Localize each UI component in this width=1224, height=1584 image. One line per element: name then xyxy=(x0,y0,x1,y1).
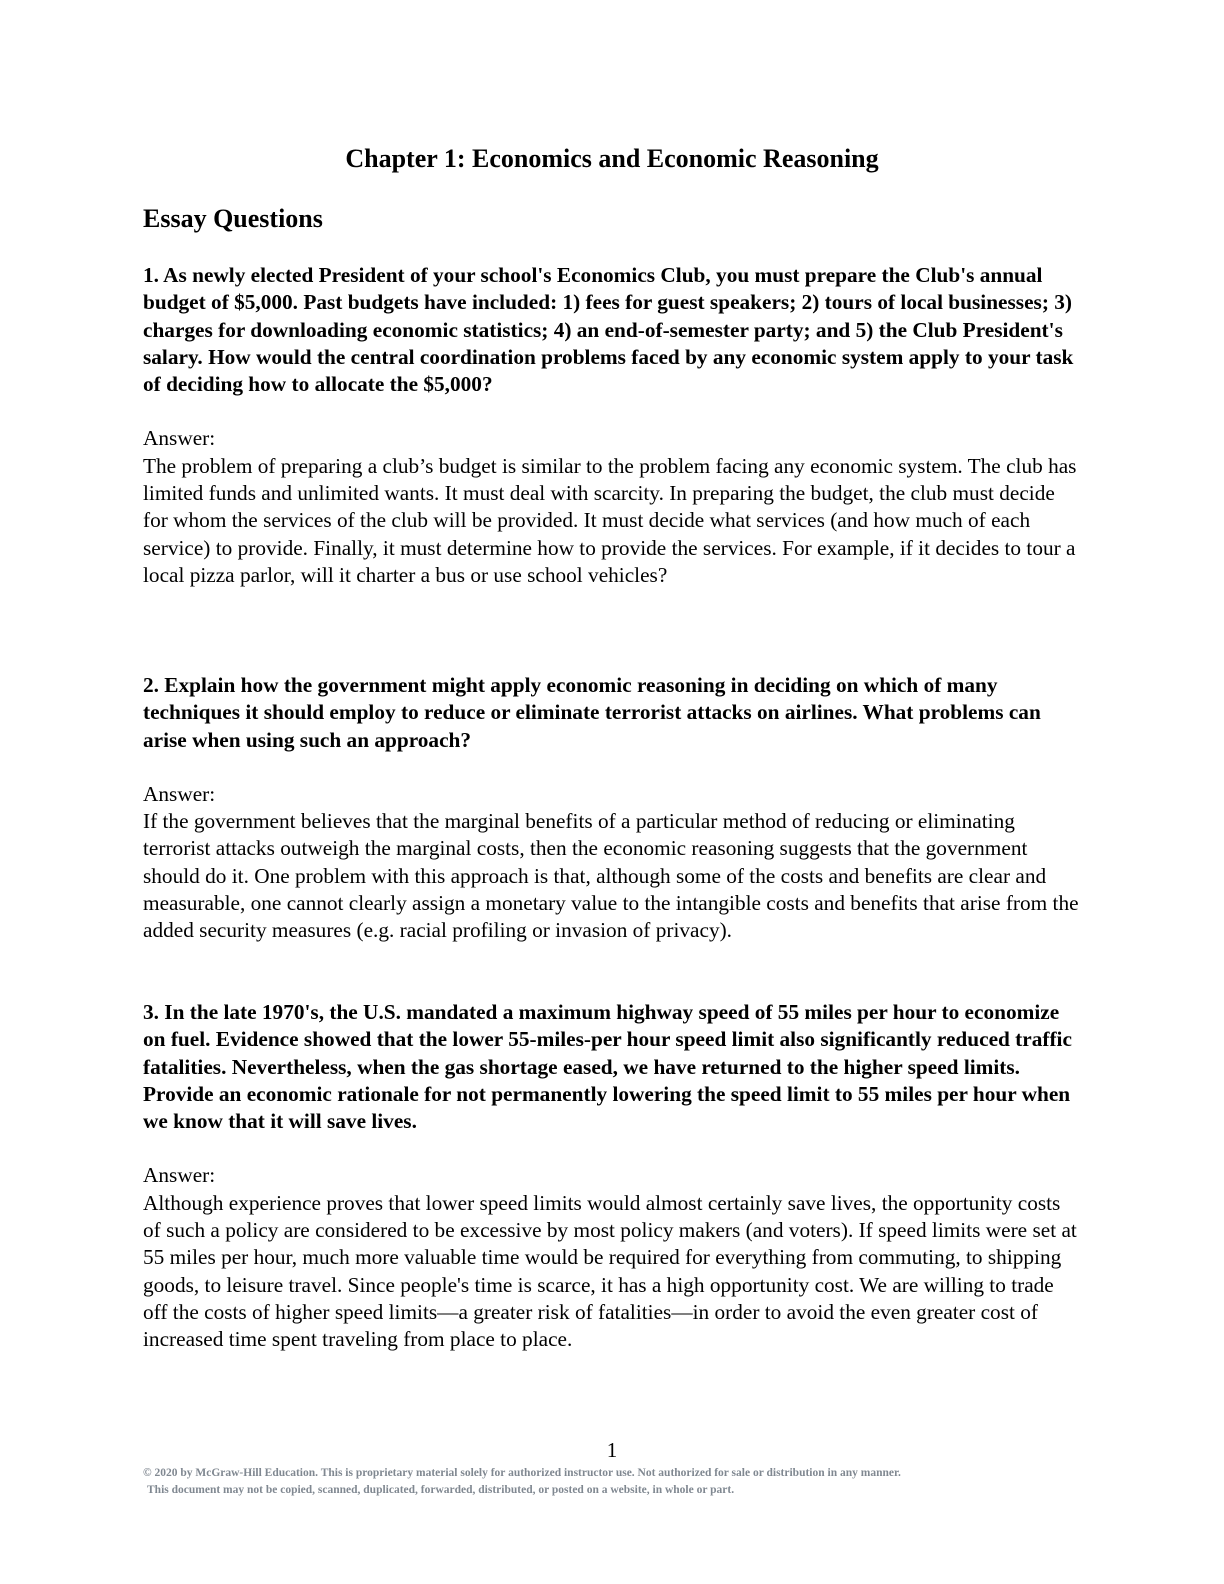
essay-question-3 xyxy=(143,999,1083,1354)
essay-question-2 xyxy=(143,672,1083,945)
copyright-footer xyxy=(143,1465,1103,1499)
section-heading: Essay Questions xyxy=(143,204,323,233)
question-text: 3. In the late 1970's, the U.S. mandated a maximum highway speed of 55 miles per hour to economize on fuel. Evidence showed that the lower 55-miles-per hour speed limit also significantly reduced traffic fatalities. Nevertheless, when the gas shortage eased, we have returned to the higher speed limits. Provide an economic rationale for not permanently lowering the speed limit to 55 miles per hour when we know that it will save lives. xyxy=(143,1000,1072,1134)
footer-line-2: This document may not be copied, scanned, duplicated, forwarded, distributed, or posted on a website, in whole or part. xyxy=(147,1484,735,1496)
question-text: 1. As newly elected President of your school's Economics Club, you must prepare the Club's annual budget of $5,000. Past budgets have included: 1) fees for guest speakers; 2) tours of local businesses; 3) charges for downloading economic statistics; 4) an end-of-semester party; and 5) the Club President's salary. How would the central coordination problems faced by any economic system apply to your task of deciding how to allocate the $5,000? xyxy=(143,263,1074,397)
footer-line-1: © 2020 by McGraw-Hill Education. This is proprietary material solely for authorized instructor use. Not authorized for sale or distribution in any manner. xyxy=(143,1467,901,1479)
question-text: 2. Explain how the government might apply economic reasoning in deciding on which of many techniques it should employ to reduce or eliminate terrorist attacks on airlines. What problems can arise when using such an approach? xyxy=(143,673,1041,752)
page-number: 1 xyxy=(606,1438,618,1462)
answer-label: Answer: xyxy=(143,1163,216,1188)
answer-text: Although experience proves that lower speed limits would almost certainly save lives, the opportunity costs of such a policy are considered to be excessive by most policy makers (and voters). If speed limits were set at 55 miles per hour, much more valuable time would be required for everything from commuting, to shipping goods, to leisure travel. Since people's time is scarce, it has a high opportunity cost. We are willing to trade off the costs of higher speed limits—a greater risk of fatalities—in order to avoid the even greater cost of increased time spent traveling from place to place. xyxy=(143,1190,1077,1352)
answer-text: If the government believes that the marginal benefits of a particular method of reducing or eliminating terrorist attacks outweigh the marginal costs, then the economic reasoning suggests that the government should do it. One problem with this approach is that, although some of the costs and benefits are clear and measurable, one cannot clearly assign a monetary value to the intangible costs and benefits that arise from the added security measures (e.g. racial profiling or invasion of privacy). xyxy=(143,809,1079,943)
answer-label: Answer: xyxy=(143,781,216,806)
answer-label: Answer: xyxy=(143,426,216,451)
answer-text: The problem of preparing a club’s budget is similar to the problem facing any economic system. The club has limited funds and unlimited wants. It must deal with scarcity. In preparing the budget, the club must decide for whom the services of the club will be provided. It must decide what services (and how much of each service) to provide. Finally, it must determine how to provide the services. For example, if it decides to tour a local pizza parlor, will it charter a bus or use school vehicles? xyxy=(143,453,1077,587)
chapter-title: Chapter 1: Economics and Economic Reasoning xyxy=(345,144,879,173)
essay-question-1 xyxy=(143,262,1083,589)
